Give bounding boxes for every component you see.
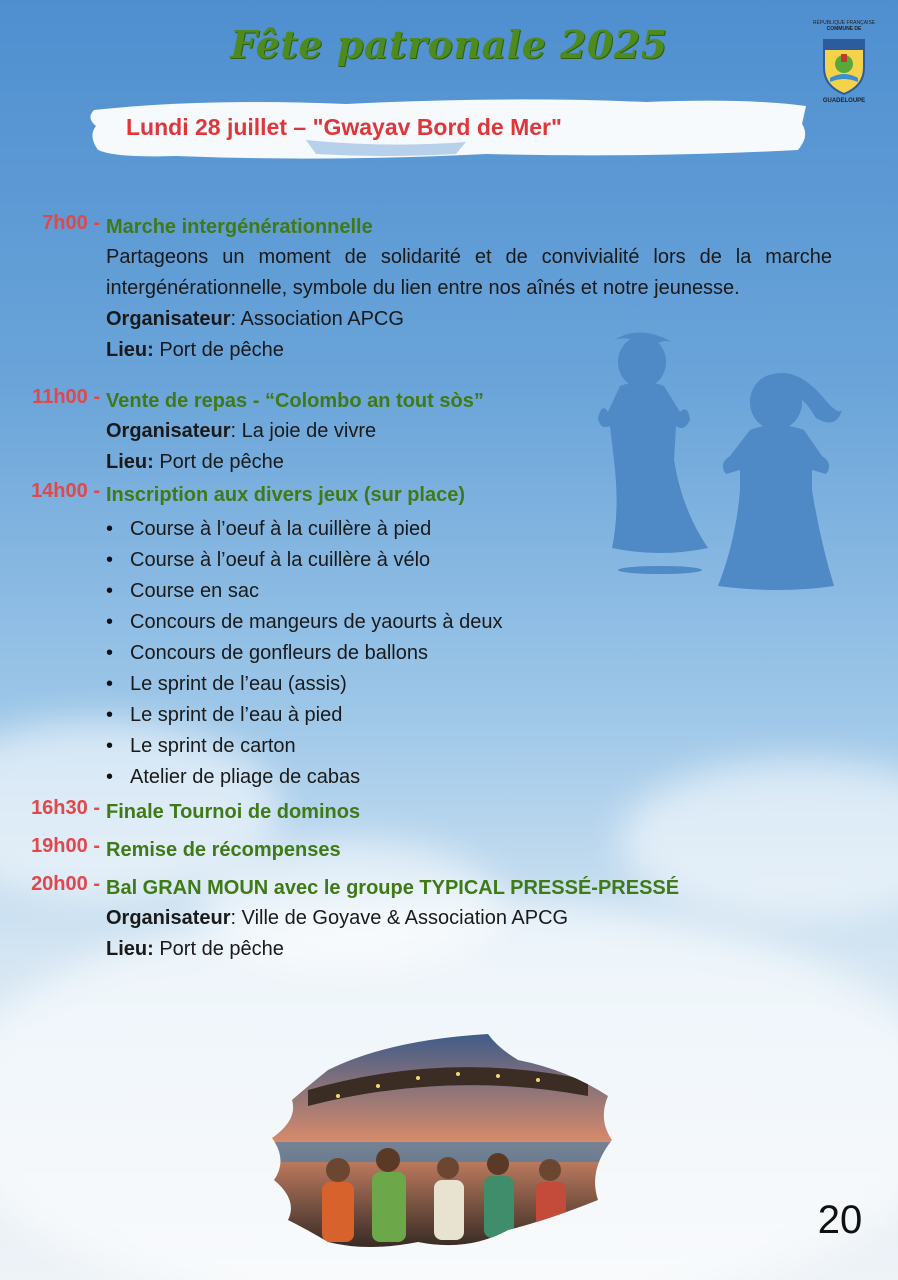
date-banner-text: Lundi 28 juillet – "Gwayav Bord de Mer" (126, 114, 562, 140)
event-time: 14h00 - (31, 480, 100, 502)
event-time: 7h00 - (42, 212, 100, 234)
list-item: • Course à l’oeuf à la cuillère à pied (130, 514, 898, 545)
event-title: Vente de repas - “Colombo an tout sòs” (106, 390, 484, 412)
event-item (0, 212, 898, 366)
coat-of-arms-icon (818, 34, 870, 96)
list-item: • Concours de gonfleurs de ballons (130, 638, 898, 669)
logo-line-3: GUADELOUPE (822, 98, 866, 104)
organiser-value: : Association APCG (230, 308, 404, 330)
place-value: Port de pêche (153, 451, 284, 473)
list-item: • Le sprint de l’eau (assis) (130, 669, 898, 700)
event-description: Partageons un moment de solidarité et de convivialité lors de la marche intergénérationnelle, symbole du lien entre nos aînés et notre jeunesse. (106, 246, 832, 299)
list-item: • Course à l’oeuf à la cuillère à vélo (130, 545, 898, 576)
logo-line-1: RÉPUBLIQUE FRANÇAISE (812, 20, 876, 26)
organiser-label: Organisateur (106, 420, 231, 442)
event-organiser (106, 416, 832, 447)
event-title: Remise de récompenses (106, 839, 341, 861)
event-organiser (106, 903, 832, 934)
list-item: • Le sprint de carton (130, 731, 898, 762)
event-time: 11h00 - (32, 386, 100, 408)
event-time: 19h00 - (31, 835, 100, 857)
page-title: Fête patronale 2025 (230, 22, 668, 67)
place-label: Lieu: (106, 339, 154, 361)
event-title: Bal GRAN MOUN avec le groupe TYPICAL PRESSÉ-PRESSÉ (106, 877, 680, 899)
event-place (106, 447, 832, 478)
dance-photo (268, 1030, 613, 1255)
list-item: • Le sprint de l’eau à pied (130, 700, 898, 731)
event-organiser (106, 304, 832, 335)
place-value: Port de pêche (153, 339, 284, 361)
list-item: • Concours de mangeurs de yaourts à deux (130, 607, 898, 638)
event-item (0, 797, 898, 827)
event-item (0, 480, 898, 793)
date-banner (86, 96, 810, 162)
page-number: 20 (817, 1198, 863, 1242)
list-item: • Atelier de pliage de cabas (130, 762, 898, 793)
organiser-label: Organisateur (106, 907, 231, 929)
organiser-label: Organisateur (106, 308, 231, 330)
list-item: • Course en sac (130, 576, 898, 607)
games-list (0, 514, 898, 793)
event-place (106, 335, 832, 366)
event-place (106, 934, 832, 965)
event-time: 16h30 - (31, 797, 100, 819)
event-item (0, 873, 898, 965)
event-item (0, 835, 898, 865)
organiser-value: : Ville de Goyave & Association APCG (230, 907, 569, 929)
commune-logo (808, 20, 880, 112)
event-title: Marche intergénérationnelle (106, 216, 373, 238)
event-item (0, 386, 898, 478)
event-title: Inscription aux divers jeux (sur place) (106, 484, 466, 506)
place-label: Lieu: (106, 938, 154, 960)
event-time: 20h00 - (31, 873, 100, 895)
organiser-value: : La joie de vivre (230, 420, 377, 442)
schedule (0, 212, 898, 965)
event-title: Finale Tournoi de dominos (106, 801, 361, 823)
logo-line-2: COMMUNE DE (826, 26, 862, 32)
place-label: Lieu: (106, 451, 154, 473)
place-value: Port de pêche (153, 938, 284, 960)
